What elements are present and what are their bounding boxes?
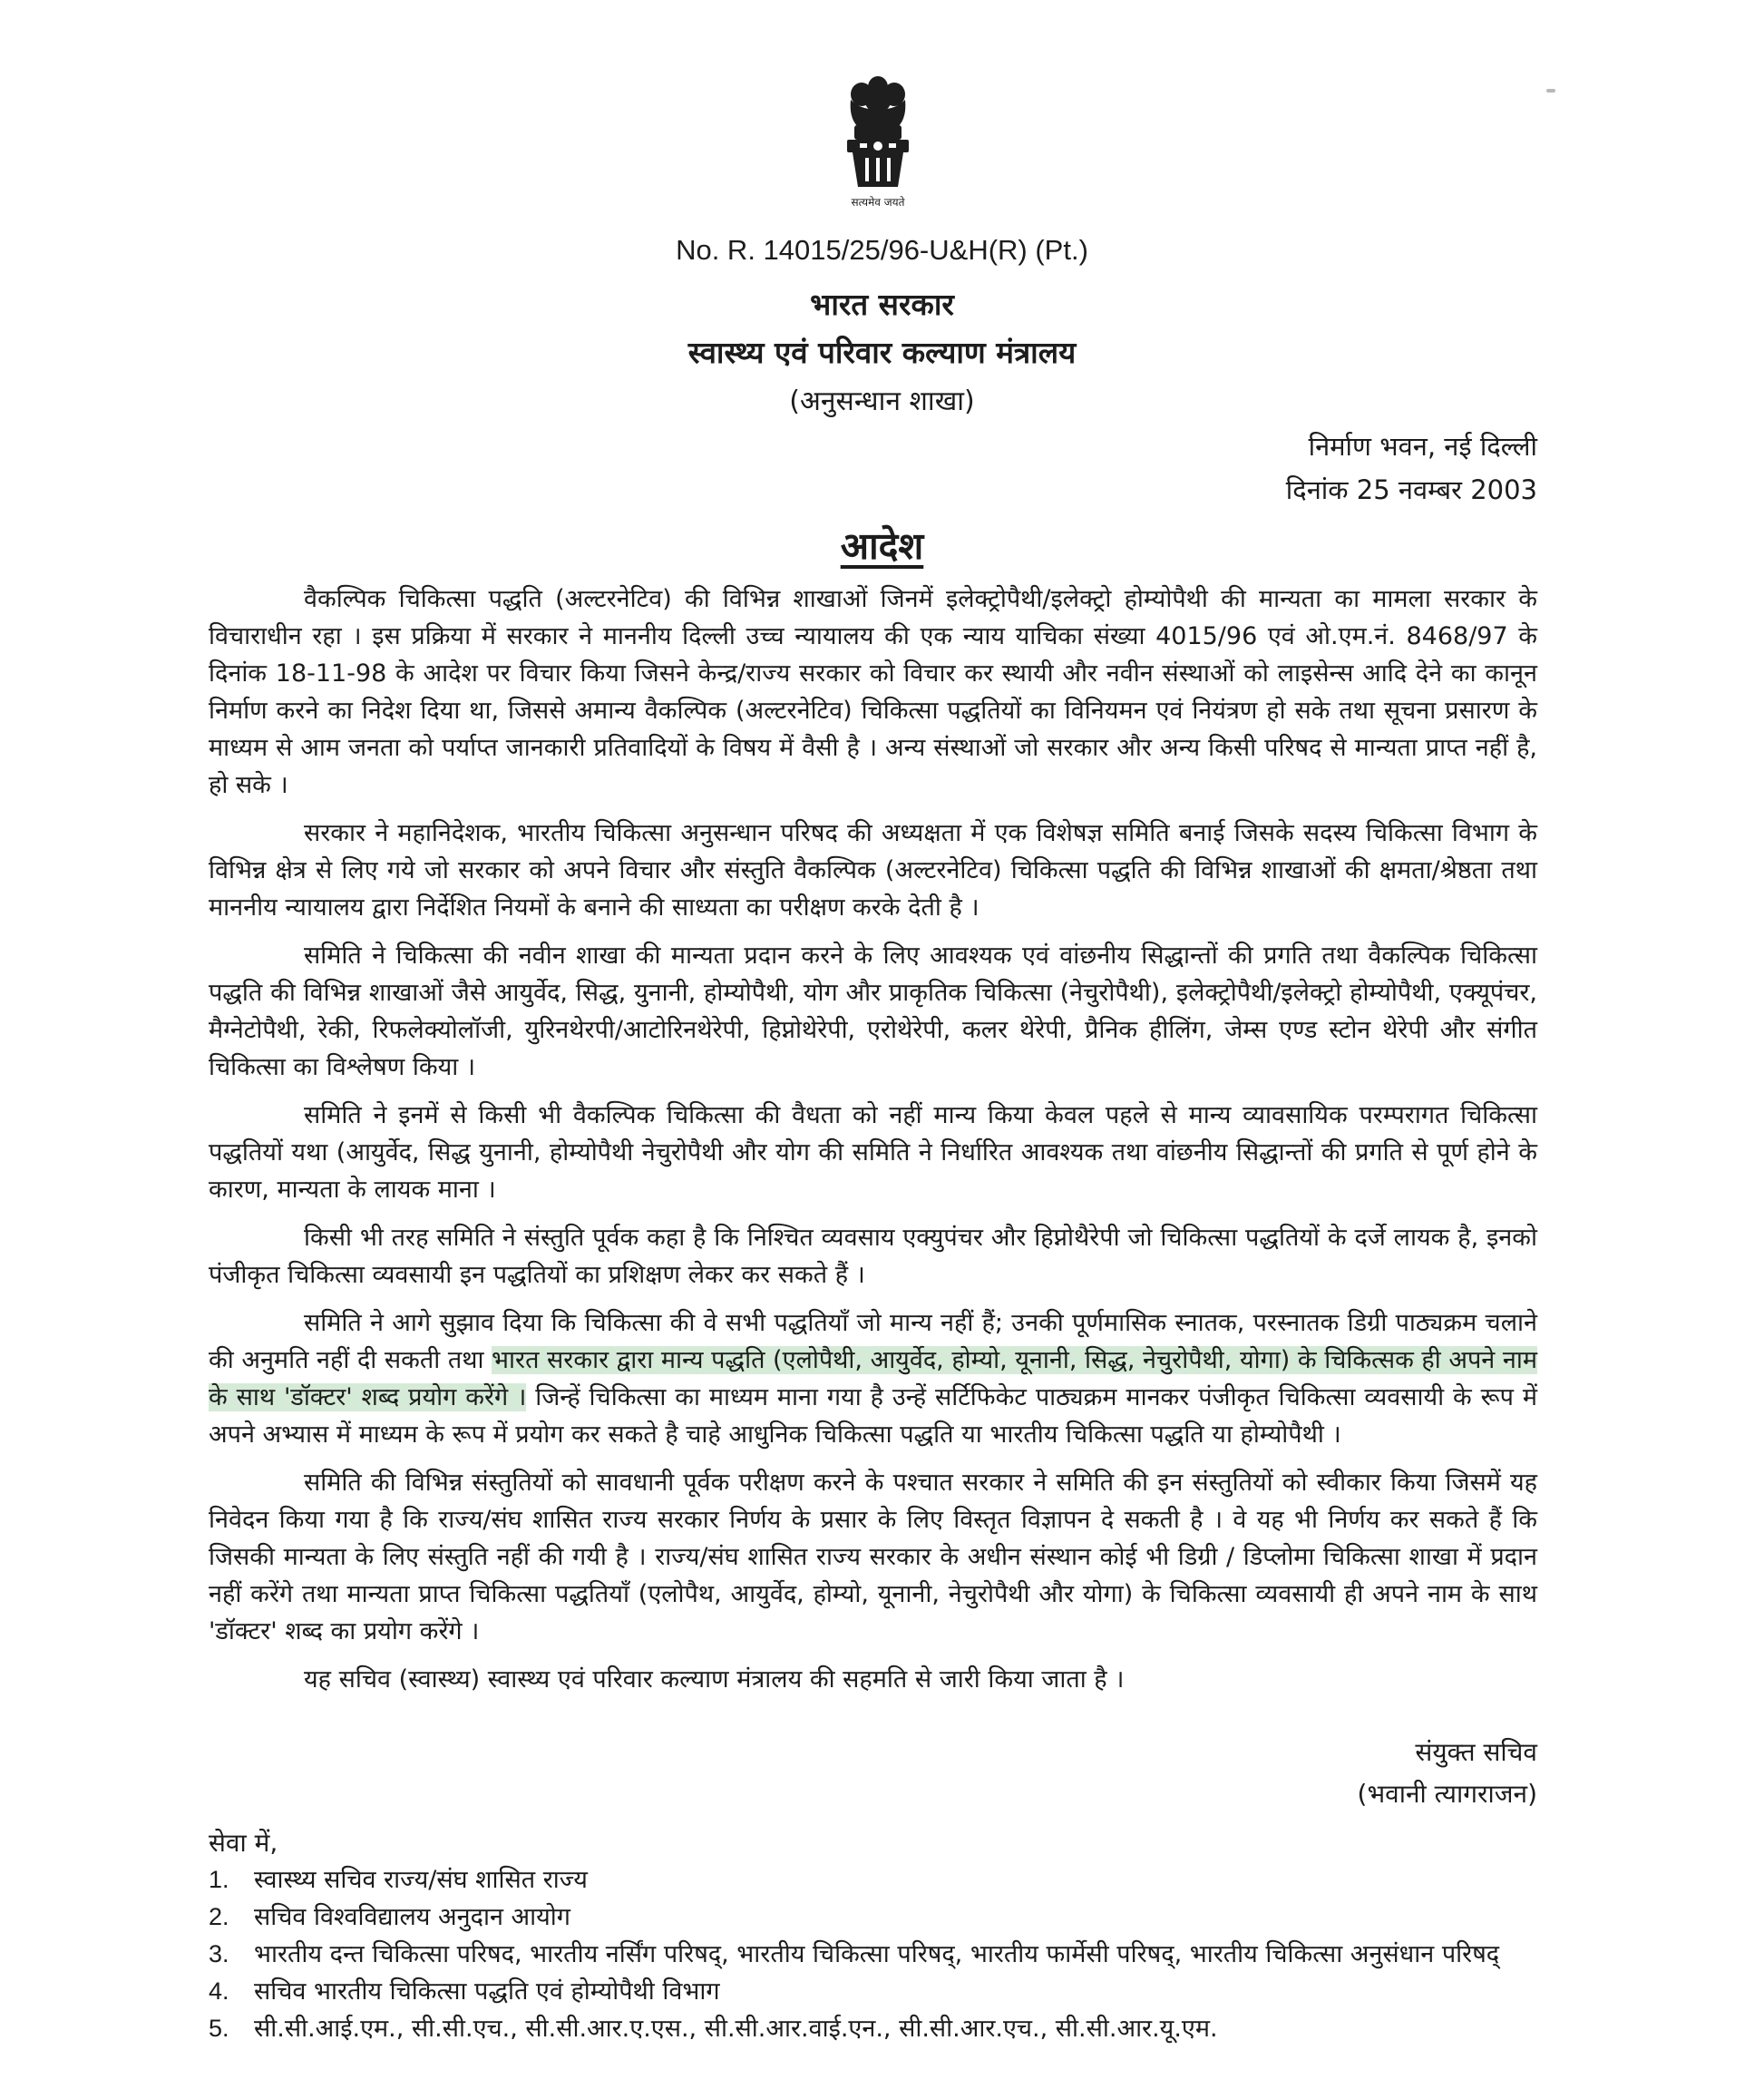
- paragraph-6: [209, 1304, 1537, 1453]
- distribution-label: सेवा में,: [209, 1828, 278, 1858]
- highlighted-text: भारत सरकार द्वारा मान्य पद्धति (एलोपैथी, आयुर्वेद, होम्यो, यूनानी, सिद्ध, नेचुरोपैथी, योगा) के चिकित्सक ही अपने नाम के साथ 'डॉक्टर' शब्द प्रयोग करेंगे ।: [209, 1346, 1537, 1411]
- paragraph-4: समिति ने इनमें से किसी भी वैकल्पिक चिकित्सा की वैधता को नहीं मान्य किया केवल पहले से मान्य व्यावसायिक परम्परागत चिकित्सा पद्धतियों यथा (आयुर्वेद, सिद्ध युनानी, होम्योपैथी नेचुरोपैथी और योग की समिति ने निर्धारित आवश्यक तथा वांछनीय सिद्धान्तों की प्रगति से पूर्ण होने के कारण, मान्यता के लायक माना ।: [209, 1101, 1537, 1204]
- paragraph-6-start: समिति ने आगे सुझाव दिया कि चिकित्सा की वे सभी पद्धतियाँ जो मान्य नहीं हैं; उनकी पूर्णमासिक स्नातक, परस्नातक डिग्री पाठ्यक्रम चलाने की अनुमति नहीं दी सकती तथा: [209, 1309, 1537, 1374]
- paragraph-2: सरकार ने महानिदेशक, भारतीय चिकित्सा अनुसन्धान परिषद की अध्यक्षता में एक विशेषज्ञ समिति बनाई जिसके सदस्य चिकित्सा विभाग के विभिन्न क्षेत्र से लिए गये जो सरकार को अपने विचार और संस्तुति वैकल्पिक (अल्टरनेटिव) चिकित्सा पद्धति की विभिन्न शाखाओं की क्षमता/श्रेष्ठता तथा माननीय न्यायालय द्वारा निर्देशित नियमों के बनाने की साध्यता का परीक्षण करके देती है ।: [209, 819, 1537, 922]
- paragraph-5: किसी भी तरह समिति ने संस्तुति पूर्वक कहा है कि निश्चित व्यवसाय एक्युपंचर और हिप्नोथैरेपी जो चिकित्सा पद्धतियों के दर्जे लायक है, इनको पंजीकृत चिकित्सा व्यवसायी इन पद्धतियों का प्रशिक्षण लेकर कर सकते हैं ।: [209, 1224, 1537, 1289]
- list-item: [209, 1861, 1537, 1899]
- list-item-text: सी.सी.आई.एम., सी.सी.एच., सी.सी.आर.ए.एस., सी.सी.आर.वाई.एन., सी.सी.आर.एच., सी.सी.आर.यू.एम.: [254, 2015, 1218, 2043]
- list-item: [209, 1936, 1537, 1973]
- paragraph-6-end: जिन्हें चिकित्सा का माध्यम माना गया है उन्हें सर्टिफिकेट पाठ्यक्रम मानकर पंजीकृत चिकित्सा व्यवसायी के रूप में अपने अभ्यास में माध्यम के रूप में प्रयोग कर सकते है चाहे आधुनिक चिकित्सा पद्धति या भारतीय चिकित्सा पद्धति या होम्योपैथी ।: [209, 1383, 1537, 1449]
- branch-name: (अनुसन्धान शाखा): [789, 386, 975, 417]
- paragraph-7: समिति की विभिन्न संस्तुतियों को सावधानी पूर्वक परीक्षण करने के पश्चात सरकार ने समिति की इन संस्तुतियों को स्वीकार किया जिसमें यह निवेदन किया गया है कि राज्य/संघ शासित राज्य सरकार निर्णय के प्रसार के लिए विस्तृत विज्ञापन दे सकती है । वे यह भी निर्णय कर सकते हैं कि जिसकी मान्यता के लिए संस्तुति नहीं की गयी है । राज्य/संघ शासित राज्य सरकार के अधीन संस्थान कोई भी डिग्री / डिप्लोमा चिकित्सा शाखा में प्रदान नहीं करेंगे तथा मान्यता प्राप्त चिकित्सा पद्धतियाँ (एलोपैथ, आयुर्वेद, होम्यो, यूनानी, नेचुरोपैथी और योगा) के चिकित्सा व्यवसायी ही अपने नाम के साथ 'डॉक्टर' शब्द का प्रयोग करेंगे ।: [209, 1469, 1537, 1645]
- list-item-number: 1.: [209, 1866, 229, 1893]
- order-body: [209, 581, 1537, 1709]
- scan-speck: [1546, 89, 1555, 93]
- list-item-number: 2.: [209, 1903, 229, 1930]
- ministry-title: स्वास्थ्य एवं परिवार कल्याण मंत्रालय: [687, 335, 1077, 370]
- list-item: [209, 2010, 1537, 2047]
- list-item-number: 3.: [209, 1940, 229, 1967]
- paragraph-8: यह सचिव (स्वास्थ्य) स्वास्थ्य एवं परिवार कल्याण मंत्रालय की सहमति से जारी किया जाता है ।: [304, 1665, 1125, 1694]
- list-item-number: 5.: [209, 2015, 229, 2042]
- order-title: आदेश: [840, 524, 924, 568]
- reference-number: No. R. 14015/25/96-U&H(R) (Pt.): [676, 234, 1088, 266]
- list-item-text: सचिव विश्वविद्यालय अनुदान आयोग: [254, 1903, 570, 1931]
- paragraph-1: वैकल्पिक चिकित्सा पद्धति (अल्टरनेटिव) की विभिन्न शाखाओं जिनमें इलेक्ट्रोपैथी/इलेक्ट्रो होम्योपैथी की मान्यता का मामला सरकार के विचाराधीन रहा । इस प्रक्रिया में सरकार ने माननीय दिल्ली उच्च न्यायालय की एक न्याय याचिका संख्या 4015/96 एवं ओ.एम.नं. 8468/97 के दिनांक 18-11-98 के आदेश पर विचार किया जिसने केन्द्र/राज्य सरकार को विचार कर स्थायी और नवीन संस्थाओं को लाइसेन्स आदि देने का कानून निर्माण करने का निदेश दिया था, जिससे अमान्य वैकल्पिक (अल्टरनेटिव) चिकित्सा पद्धतियों का विनियमन एवं नियंत्रण हो सके तथा सूचना प्रसारण के माध्यम से आम जनता को पर्याप्त जानकारी प्रतिवादियों के विषय में वैसी है । अन्य संस्थाओं जो सरकार और अन्य किसी परिषद से मान्यता प्राप्त नहीं है, हो सके ।: [209, 585, 1537, 799]
- list-item-text: स्वास्थ्य सचिव राज्य/संघ शासित राज्य: [254, 1866, 588, 1894]
- list-item: [209, 1973, 1537, 2010]
- emblem-motto: सत्यमेव जयते: [851, 196, 905, 209]
- list-item-number: 4.: [209, 1977, 229, 2005]
- signatory-name: (भवानी त्यागराजन): [1357, 1779, 1537, 1809]
- distribution-list: [209, 1861, 1537, 2047]
- paragraph-3: समिति ने चिकित्सा की नवीन शाखा की मान्यता प्रदान करने के लिए आवश्यक एवं वांछनीय सिद्धान्तों की प्रगति तथा वैकल्पिक चिकित्सा पद्धति की विभिन्न शाखाओं जैसे आयुर्वेद, सिद्ध, युनानी, होम्योपैथी, योग और प्राकृतिक चिकित्सा (नेचुरोपैथी), इलेक्ट्रोपैथी/इलेक्ट्रो होम्योपैथी, एक्यूपंचर, मैग्नेटोपैथी, रेकी, रिफलेक्योलॉजी, युरिनथेरपी/आटोरिनथेरेपी, हिप्नोथेरेपी, एरोथेरेपी, कलर थेरेपी, प्रैनिक हीलिंग, जेम्स एण्ड स्टोन थेरेपी और संगीत चिकित्सा का विश्लेषण किया ।: [209, 942, 1537, 1081]
- issue-date: दिनांक 25 नवम्बर 2003: [1285, 474, 1537, 505]
- government-title: भारत सरकार: [810, 287, 954, 322]
- list-item-text: भारतीय दन्त चिकित्सा परिषद, भारतीय नर्सिंग परिषद्, भारतीय चिकित्सा परिषद्, भारतीय फार्मेसी परिषद्, भारतीय चिकित्सा अनुसंधान परिषद्: [254, 1940, 1500, 1968]
- signatory-designation: संयुक्त सचिव: [1415, 1737, 1537, 1767]
- issue-place: निर्माण भवन, नई दिल्ली: [1308, 431, 1537, 462]
- ashoka-emblem-icon: [840, 74, 916, 210]
- list-item: [209, 1899, 1537, 1936]
- list-item-text: सचिव भारतीय चिकित्सा पद्धति एवं होम्योपैथी विभाग: [254, 1977, 720, 2006]
